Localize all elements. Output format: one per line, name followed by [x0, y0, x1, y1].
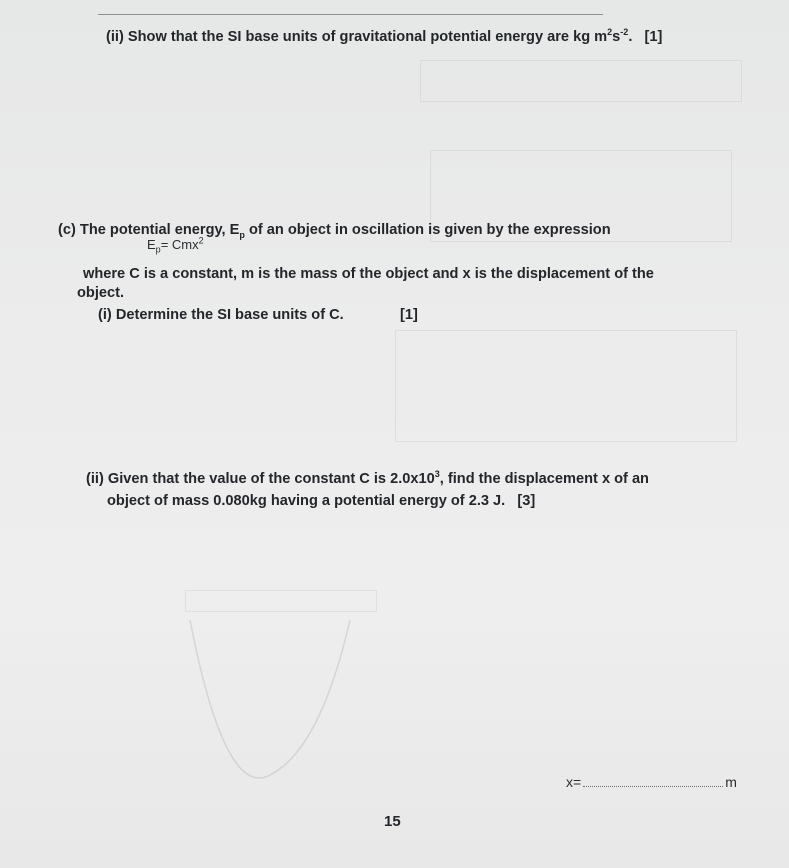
question-label: (ii) [86, 471, 104, 487]
show-through-box [420, 60, 742, 102]
page-number: 15 [384, 813, 401, 830]
subscript: p [155, 244, 161, 255]
equation-lhs: E [147, 237, 156, 252]
unit-symbol: s [612, 29, 621, 45]
equation-rhs: = Cmx [160, 237, 199, 252]
question-text: The potential energy, E [79, 222, 240, 238]
constant-value: 2.0x10 [390, 471, 435, 487]
question-text: Given that the value of the constant C is [107, 471, 391, 487]
question-c-i [98, 306, 344, 325]
show-through-box [395, 330, 737, 442]
question-label: (c) [58, 222, 76, 238]
question-c-ii [86, 470, 649, 489]
question-label: (i) [98, 307, 112, 323]
question-b-ii [106, 28, 662, 47]
marks-badge: [1] [644, 29, 663, 45]
question-text: , find the displacement x of an [439, 471, 649, 487]
exponent: 2 [607, 27, 613, 38]
question-text: Determine the SI base units of C. [115, 307, 344, 323]
punctuation: . [628, 29, 633, 45]
question-text: object of mass 0.080kg having a potential energy of 2.3 J. [107, 493, 506, 509]
question-label: (ii) [106, 29, 124, 45]
question-text: of an object in oscillation is given by the expression [244, 222, 611, 238]
answer-line [566, 774, 737, 790]
answer-prefix: x= [566, 774, 582, 790]
question-text: Show that the SI base units of gravitational potential energy are kg m [127, 29, 608, 45]
exponent: 2 [198, 235, 204, 246]
exponent: 3 [434, 469, 440, 480]
answer-unit: m [725, 774, 737, 790]
equation [147, 235, 204, 255]
marks-badge: [3] [517, 493, 536, 509]
where-line-1: where C is a constant, m is the mass of the object and x is the displacement of the [83, 266, 654, 282]
subscript: p [239, 229, 245, 240]
where-line-2: object. [77, 285, 125, 301]
show-through-curve [180, 600, 360, 790]
answer-blank[interactable] [583, 786, 723, 787]
question-c-ii-line2 [107, 492, 535, 511]
question-c-intro [58, 221, 611, 240]
top-rule [98, 14, 603, 15]
exponent: -2 [620, 27, 629, 38]
marks-badge: [1] [400, 307, 418, 323]
